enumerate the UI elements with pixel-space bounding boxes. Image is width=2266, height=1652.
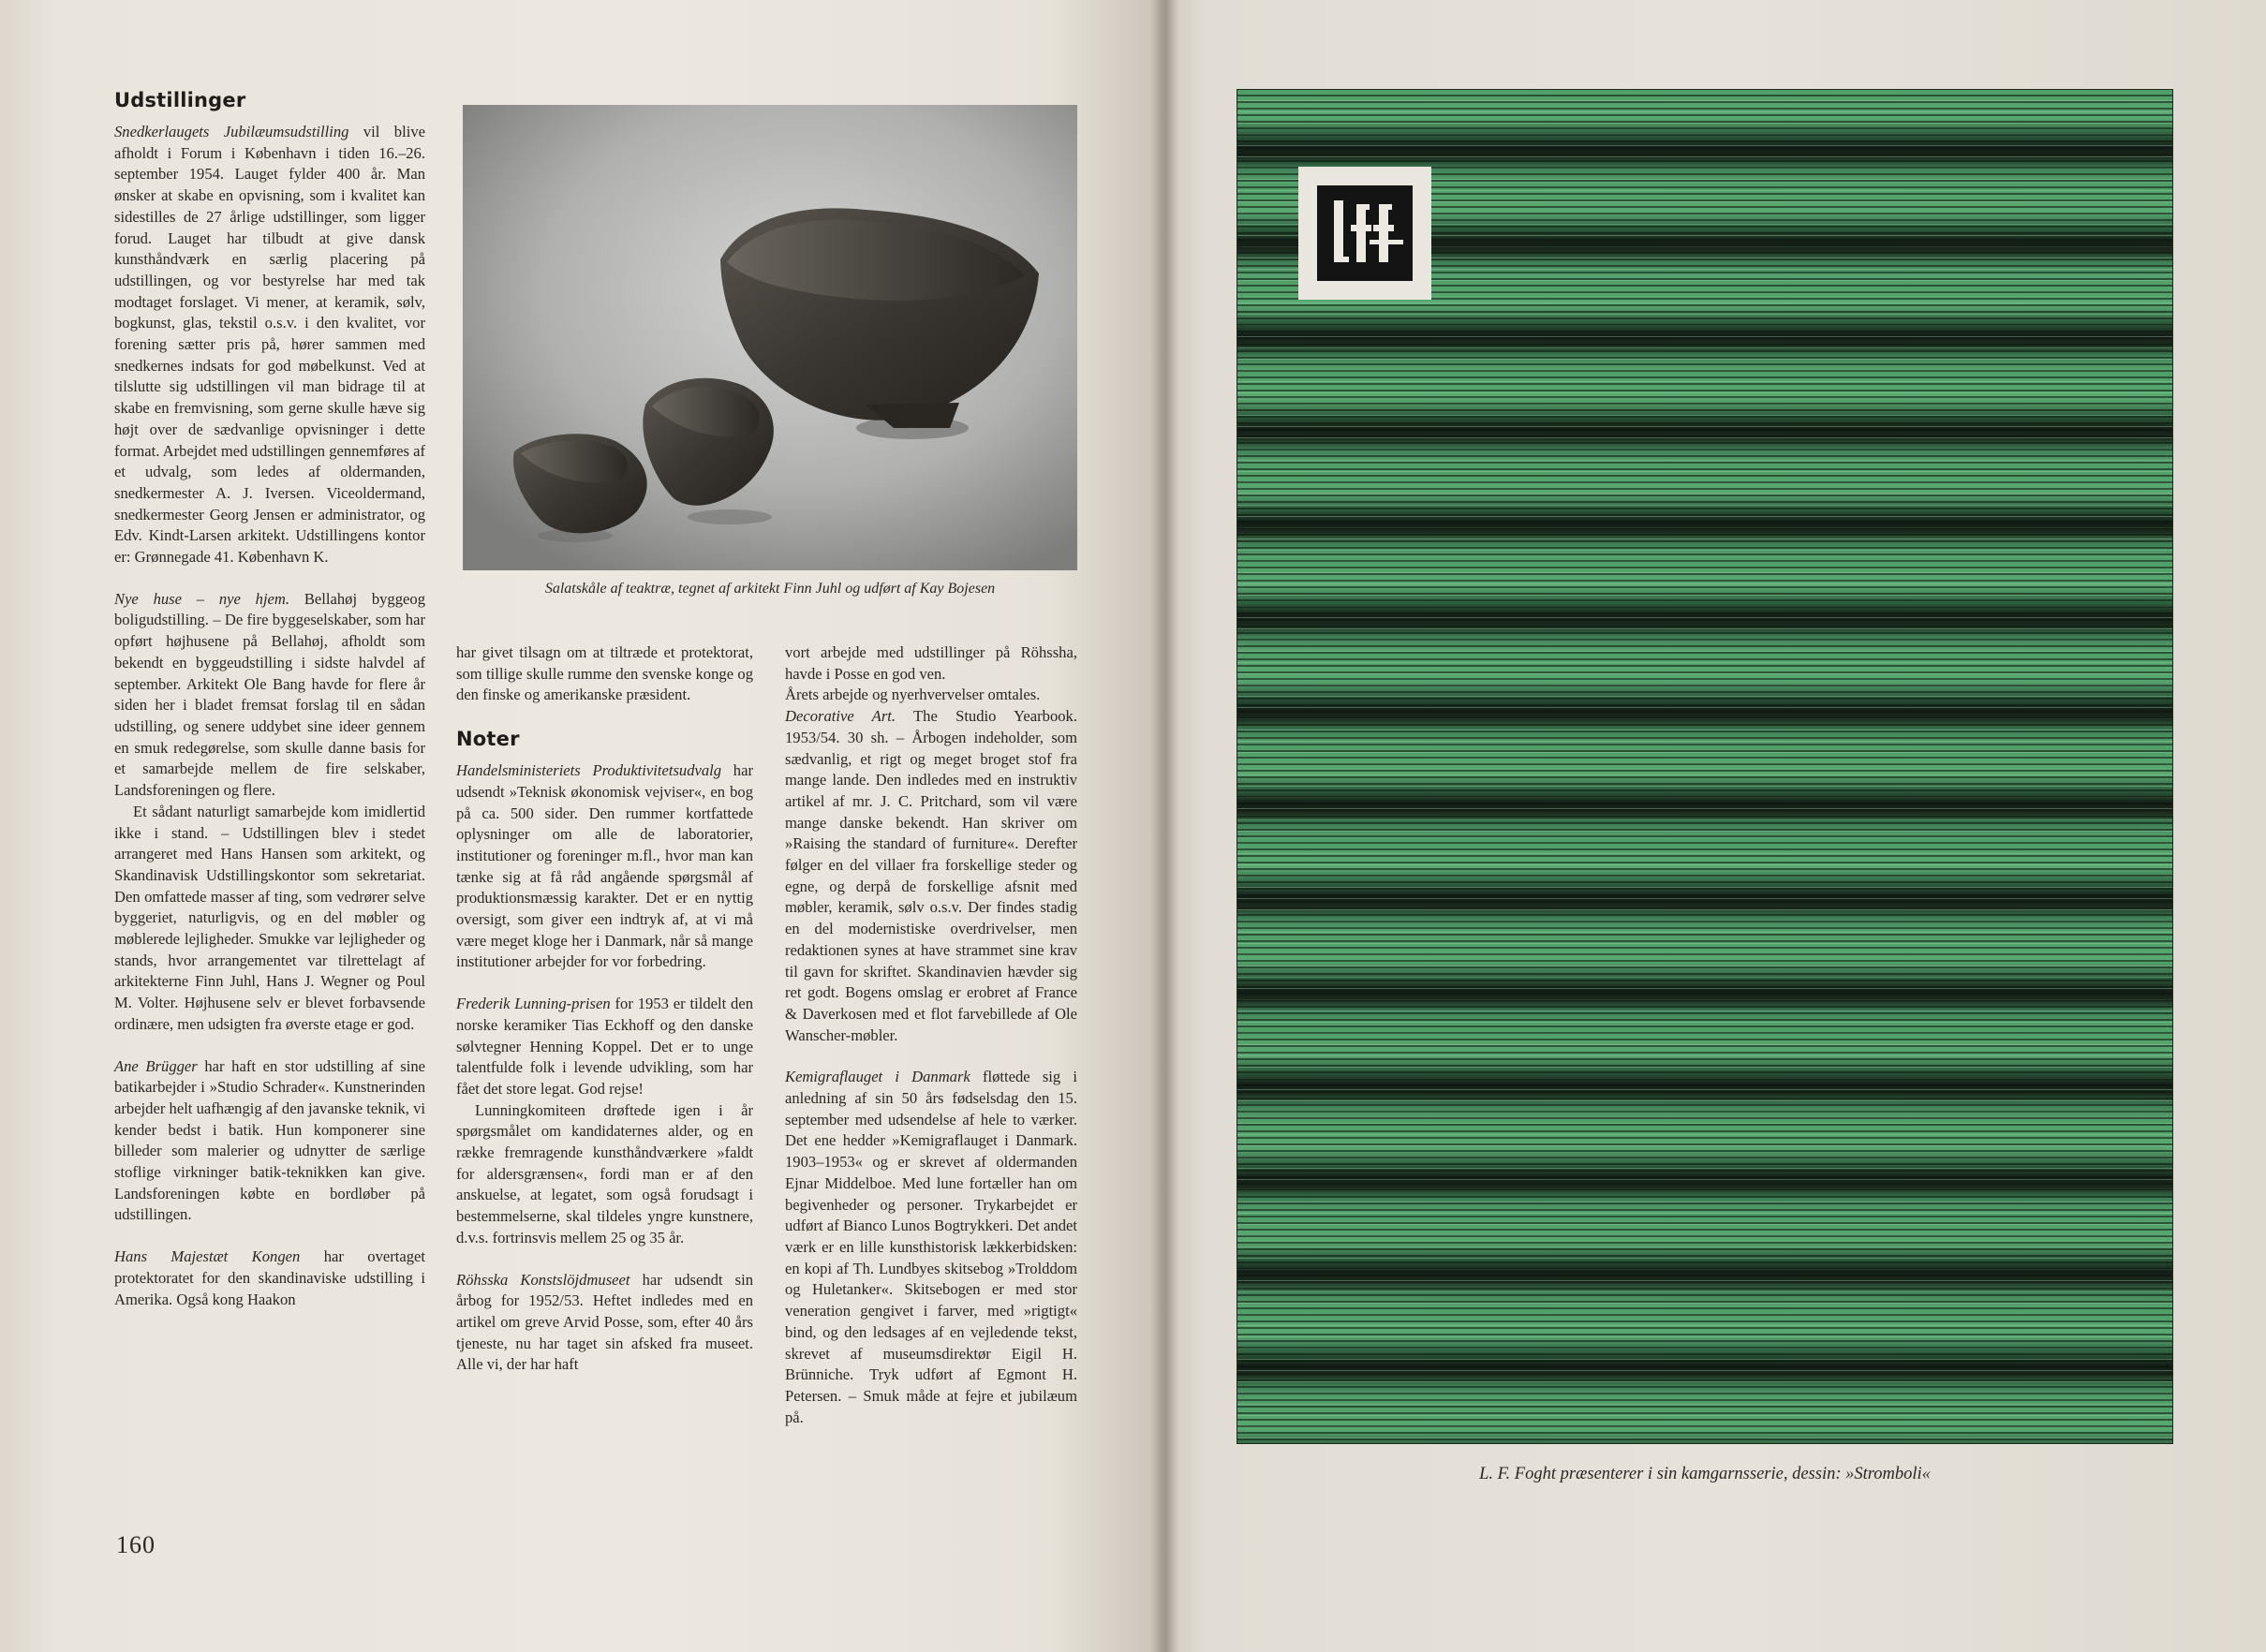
paragraph-body: har udsendt »Teknisk økonomisk vejviser«, en bog på ca. 500 sider. Den rummer kortfattede oplysninger om alle de laboratorier, institutioner og foreninger m.fl., hvor man kan tænke sig at få råd angående spørgsmål af produktionsmæssig karakter. Det er en nyttig oversigt, som giver een indtryk af, at vi må være meget kloge her i Danmark, når så mange institutioner arbejder for vor forbedring. [456,761,753,971]
paragraph-lead: Nye huse – nye hjem. [114,589,290,608]
paragraph [785,1067,1077,1428]
paragraph-body: Lunningkomiteen drøftede igen i år spørgsmålet om kandidaternes alder, og en række fremragende kunsthåndværkere »faldt for aldersgrænsen«, fordi man er af den anskuelse, at legatet, som også forudsagt i bestemmelserne, skal tildeles yngre kunstnere, d.v.s. fortrinsvis mellem 25 og 35 år. [456,1100,753,1246]
page-number: 160 [116,1531,156,1558]
section-heading: Udstillinger [114,89,246,111]
column-3-body [785,706,1077,1428]
paragraph-body: Bellahøj byggeog boligudstilling. – De fire byggeselskaber, som har opført højhusene på Bellahøj, afholdt som bekendt en byggeudstilling i sidste halvdel af september. Arkitekt Ole Bang havde for flere år siden her i bladet fremsat forslag til en sådan udstilling, og senere uddybet sine ideer gennem en smuk redegørelse, som skulle danne basis for et samarbejde mellem de fire selskaber, Landsforeningen og flere. [114,589,425,800]
paragraph-body: har overtaget protektoratet for den skandinaviske udstilling i Amerika. Også kong Haakon [114,1247,426,1308]
teak-bowls-image [463,105,1077,570]
paragraph [456,1100,753,1249]
paragraph-body: har udsendt sin årbog for 1952/53. Heftet indledes med en artikel om greve Arvid Posse, som, efter 40 års tjeneste, nu har taget sin afsked fra museet. Alle vi, der har haft [456,1270,753,1374]
column-2-body [456,760,753,1376]
notes-heading: Noter [456,728,520,751]
paragraph [114,122,425,568]
paragraph-body: for 1953 er tildelt den norske keramiker Tias Eckhoff og den danske sølvtegner Henning Koppel. Det er to unge talentfulde folk i levende udvikling, som har fået det store legat. God rejse! [456,995,754,1098]
paragraph [456,994,753,1100]
column-1-body [114,122,425,1310]
column-3-intro-cont: Årets arbejde og nyerhvervelser omtales. [785,686,1041,704]
column-2 [456,642,753,1376]
column-1 [114,88,425,1310]
paragraph-body: fløttede sig i anledning af sin 50 års fødselsdag den 15. september med udsendelse af hele to værker. Det ene hedder »Kemigraflauget i Danmark. 1903–1953« og er skrevet af oldermanden Ejnar Middelboe. Med lune fortæller han om begivenheder og personer. Trykarbejdet er udført af Bianco Lunos Bogtrykkeri. Det andet værk er en lille kunsthistorisk lækkerbidsken: en kopi af Th. Lundbyes skitsebog »Trolddom og Huletanker«. Skitsebogen er med stor veneration gengivet i farver, med »rigtigt« bind, og den ledsages af en vejledende tekst, skrevet af museumsdirektør Eigil H. Brünniche. Tryk udført af Egmont H. Petersen. – Smuk måde at fejre et jubilæum på. [785,1068,1077,1426]
lff-logo-mark [1313,182,1416,285]
paragraph [114,802,425,1036]
lff-logo [1298,167,1431,300]
paragraph [456,760,753,973]
paragraph [785,706,1077,1046]
column-3 [785,642,1077,1428]
bowls-photo [463,105,1077,570]
paragraph-lead: Decorative Art. [785,707,896,726]
column-2-intro: har givet tilsagn om at tiltræde et protektorat, som tillige skulle rumme den svenske konge og den finske og amerikanske præsident. [456,643,753,704]
paragraph-body: vil blive afholdt i Forum i København i tiden 16.–26. september 1954. Lauget fylder 400 år. Man ønsker at skabe en opvisning, som i kvalitet kan sidestilles de 27 årlige udstillinger, som ligger forud. Lauget har tilbudt at give dansk kunsthåndværk en særlig placering på udstillingen, og vor bestyrelse har med tak modtaget forslaget. Vi mener, at keramik, sølv, bogkunst, glas, tekstil o.s.v. i den kvalitet, vor forening sætter pris på, hører sammen med snedkernes indsats for god møbelkunst. Ved at tilslutte sig udstillingen vil man bidrage til at skabe en fremvisning, som gerne skulle hæve sig højt over de sædvanlige opvisninger i dette format. Arbejdet med udstillingen gennemføres af et udvalg, som ledes af oldermanden, snedkermester A. J. Iversen. Viceoldermand, snedkermester Georg Jensen er administrator, og Edv. Kindt-Larsen arkitekt. Udstillingens kontor er: Grønnegade 41. København K. [114,123,425,567]
fabric-caption: L. F. Foght præsenterer i sin kamgarnsserie, dessin: »Stromboli« [1479,1465,1931,1483]
paragraph-lead: Kemigraflauget i Danmark [785,1068,970,1086]
paragraph-lead: Ane Brügger [114,1056,198,1075]
paragraph-lead: Handelsministeriets Produktivitetsudvalg [456,761,722,780]
column-3-intro: vort arbejde med udstillinger på Röhssha, havde i Posse en god ven. [785,643,1077,683]
paragraph-body: The Studio Yearbook. 1953/54. 30 sh. – Årbogen indeholder, som sædvanlig, et rigt og meget broget stof fra mange lande. Den indledes med en instruktiv artikel af mr. J. C. Pritchard, som vil være mange danske bekendt. Han skriver om »Raising the standard of furniture«. Derefter følger en del villaer fra forskellige steder og egne, og derpå de forskellige afsnit med møbler, keramik, sølv o.s.v. Der findes stadig en del modernistiske overdrivelser, men redaktionen synes at have strammet sine krav til gavn for skriftet. Skandinavien hævder sig ret godt. Bogens omslag er erobret af France & Daverkosen med et flot farvebillede af Ole Wanscher-møbler. [785,707,1077,1044]
paragraph-lead: Röhsska Konstslöjdmuseet [456,1270,630,1289]
paragraph [114,589,425,802]
paragraph [114,1056,425,1227]
paragraph [114,1246,425,1310]
paragraph [456,1270,753,1377]
paragraph-lead: Hans Majestæt Kongen [114,1247,301,1266]
paragraph-body: har haft en stor udstilling af sine batikarbejder i »Studio Schrader«. Kunstnerinden arbejder helt uafhængig af den javanske teknik, vi kender bedst i batik. Hun komponerer sine billeder som malerier og udnytter de særlige stoflige virkninger batik-teknikken kan give. Landsforeningen købte en bordløber på udstillingen. [114,1056,425,1224]
paragraph-body: Et sådant naturligt samarbejde kom imidlertid ikke i stand. – Udstillingen blev i stedet arrangeret med Hans Hansen som arkitekt, og Skandinavisk Udstillingskontor som sekretariat. Den omfattede masser af ting, som vedrører selve byggeriet, naturligvis, og en del møbler og møblerede lejligheder. Smukke var lejligheder og stands, hvor arrangementet var tilrettelagt af arkitekterne Finn Juhl, Hans J. Wegner og Poul M. Volter. Højhusene selv er blevet forbavsende ordinære, men udsigten fra øverste etage er god. [114,802,425,1033]
paragraph-lead: Frederik Lunning-prisen [456,995,611,1013]
photo-caption: Salatskåle af teaktræ, tegnet af arkitekt Finn Juhl og udført af Kay Bojesen [544,581,996,597]
paragraph-lead: Snedkerlaugets Jubilæumsudstilling [114,123,349,140]
